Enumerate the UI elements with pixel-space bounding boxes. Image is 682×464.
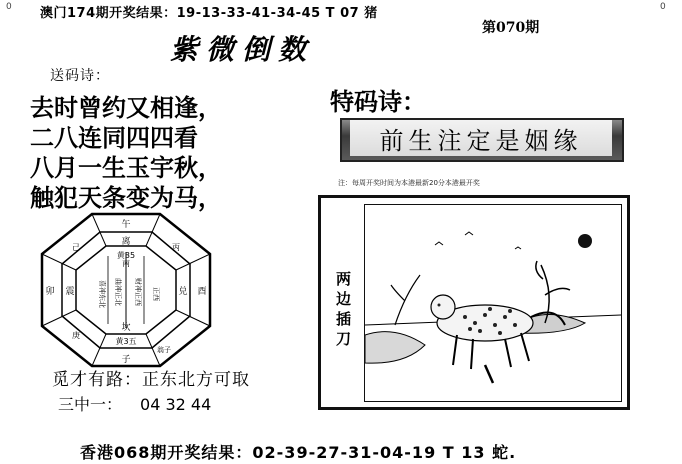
moon-icon <box>578 234 592 248</box>
poem-label: 送码诗： <box>50 68 110 84</box>
bagua-center-right-outer: 正西 <box>152 287 160 301</box>
wealth-direction: 觅才有路：正东北方可取 <box>52 370 250 390</box>
poem-line-1: 去时曾约又相逢， <box>30 93 222 122</box>
bagua-outer-tr: 丙 <box>172 243 180 252</box>
poem-line-2: 二八连同四四看 <box>30 123 198 152</box>
corner-mark-left: 0 <box>6 2 12 12</box>
three-in-one <box>58 392 211 415</box>
bagua-label-top: 午 <box>121 220 131 230</box>
side-text-4: 刀 <box>336 330 352 348</box>
hongkong-result-footer: 香港068期开奖结果：02-39-27-31-04-19 T 13 蛇. <box>80 443 517 462</box>
bagua-ring-bottom: 黄3五 <box>115 337 137 346</box>
side-text-1: 两 <box>336 270 352 288</box>
bagua-trigram-left: 震 <box>65 287 75 297</box>
poem-line-3: 八月一生玉宇秋， <box>30 153 222 182</box>
side-text-3: 插 <box>336 310 352 328</box>
tema-poem-title: 特码诗： <box>330 87 426 116</box>
bagua-trigram-bottom: 坎 <box>121 323 131 333</box>
leopard-illustration <box>365 205 621 401</box>
bagua-center-right: 财神正西 <box>134 278 142 306</box>
corner-mark-right: 0 <box>660 2 666 12</box>
bagua-center-left-outer: 喜神东北 <box>98 280 106 308</box>
side-text-2: 边 <box>336 290 352 308</box>
bagua-label-left: 卯 <box>45 287 55 297</box>
bagua-outer-br: 翁子 <box>157 346 171 354</box>
three-in-one-label: 三中一： <box>58 395 123 414</box>
issue-number: 第070期 <box>482 20 540 36</box>
bagua-center-top: 南 <box>122 259 130 268</box>
bagua-outer-bl: 庚 <box>72 331 80 340</box>
brand-title: 紫微倒数 <box>170 33 315 66</box>
bagua-label-right: 酉 <box>197 287 207 297</box>
three-in-one-numbers: 04 32 44 <box>140 395 212 414</box>
macau-result-header: 澳门174期开奖结果：19-13-33-41-34-45 T 07 猪 <box>40 6 378 21</box>
poem-line-4: 触犯天条变为马， <box>30 183 222 212</box>
bagua-label-bottom: 子 <box>121 355 131 365</box>
bagua-trigram-right: 兑 <box>178 287 188 297</box>
bagua-trigram-top: 离 <box>121 237 131 247</box>
bagua-ring-top: 黄35 <box>116 251 136 260</box>
bagua-center-left: 曲神正北 <box>114 278 122 306</box>
tema-banner-text: 前生注定是姻缘 <box>350 120 612 156</box>
bagua-diagram <box>36 212 216 368</box>
draw-time-note: 注：每周开奖时间为本港最新20分本港最开奖 <box>338 179 480 187</box>
picture-panel <box>364 204 622 402</box>
bagua-outer-tl: 己 <box>72 243 80 252</box>
